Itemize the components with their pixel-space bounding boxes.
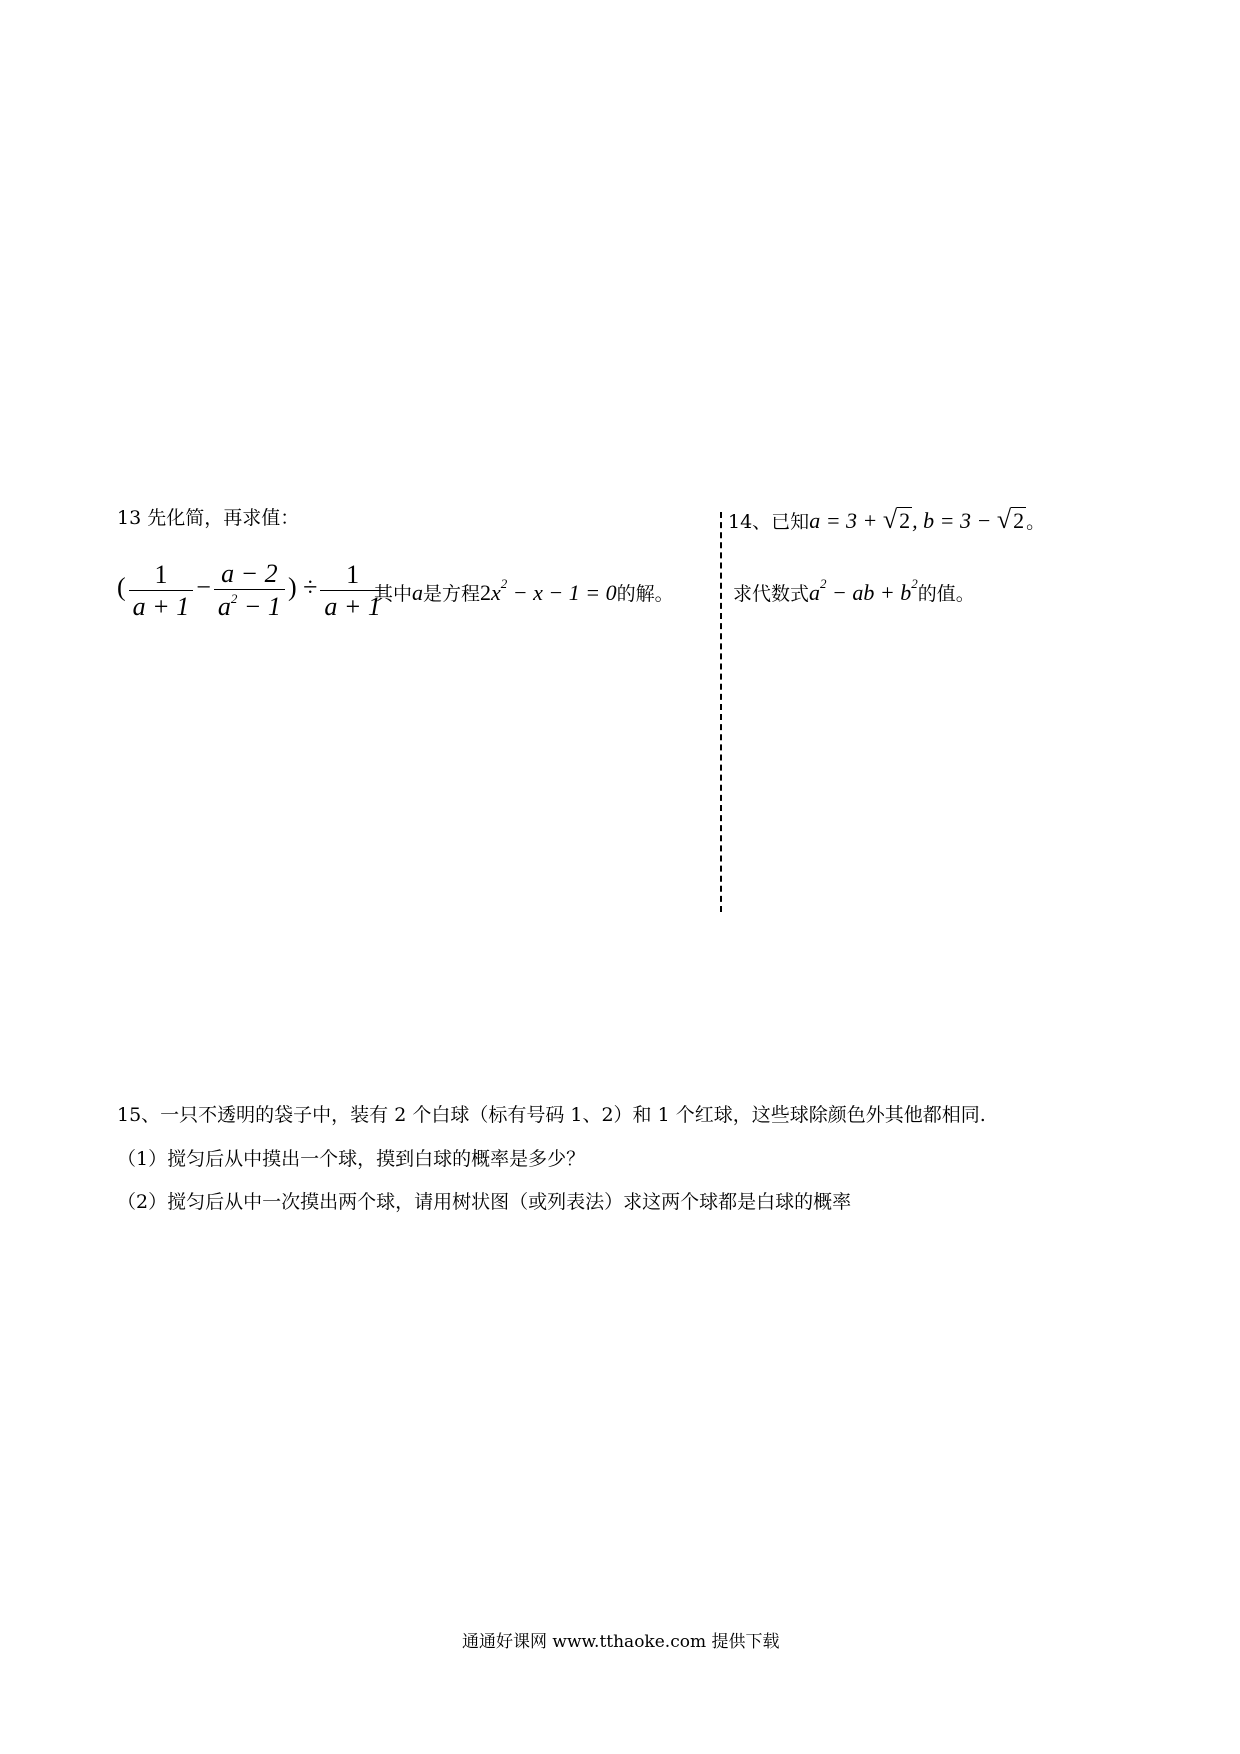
footer-credit: 通通好课网 www.tthaoke.com 提供下载: [462, 1632, 780, 1652]
q13-intro: 13 先化简，再求值：: [117, 507, 300, 529]
q15-part2: （2）搅匀后从中一次摸出两个球，请用树状图（或列表法）求这两个球都是白球的概率: [117, 1191, 852, 1213]
fraction-3: $\frac{1}{a + 1}$: [320, 561, 385, 621]
fraction-1: $\frac{1}{a + 1}$: [129, 561, 194, 621]
q14-ask: 求代数式$a^2$ − ab + $b^2$的值。: [733, 576, 975, 605]
column-divider: [720, 512, 722, 912]
q15-part1: （1）搅匀后从中摸出一个球，摸到白球的概率是多少？: [117, 1148, 586, 1170]
q13-condition: 其中a是方程$2x^2 - x - 1 = 0$的解。: [374, 576, 674, 605]
q14-given: 14、已知a = 3 + √2, b = 3 − √2 。: [728, 505, 1046, 534]
q15-statement: 15、一只不透明的袋子中，装有 2 个白球（标有号码 1、2）和 1 个红球，这些球除颜色外其他都相同.: [117, 1104, 986, 1126]
fraction-2: $\frac{a - 2}{a^2 - 1}$: [214, 560, 285, 621]
q13-expression: ( $\frac{1}{a + 1}$ − $\frac{a - 2}{a^2 - 1}$ ) ÷ $\frac{1}{a + 1}$: [117, 560, 388, 621]
